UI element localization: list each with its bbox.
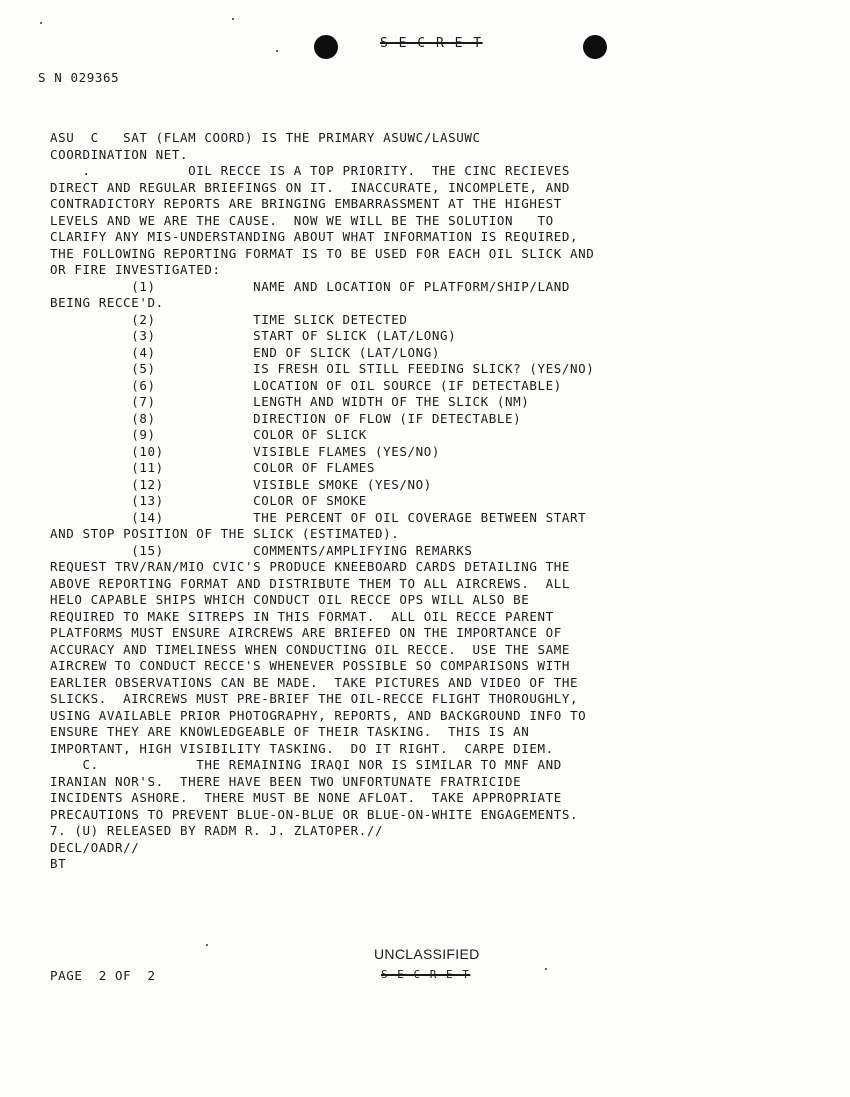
body-line: (1) NAME AND LOCATION OF PLATFORM/SHIP/LAND xyxy=(50,278,571,294)
speck xyxy=(232,18,234,20)
body-line: (10) VISIBLE FLAMES (YES/NO) xyxy=(50,443,441,459)
body-line: (4) END OF SLICK (LAT/LONG) xyxy=(50,344,441,360)
body-line: (15) COMMENTS/AMPLIFYING REMARKS xyxy=(50,542,473,558)
body-line: IMPORTANT, HIGH VISIBILITY TASKING. DO IT RIGHT. CARPE DIEM. xyxy=(50,740,554,756)
body-line: BEING RECCE'D. xyxy=(50,295,164,310)
serial-number: S N 029365 xyxy=(38,70,120,85)
speck xyxy=(545,968,547,970)
body-line: PLATFORMS MUST ENSURE AIRCREWS ARE BRIEFED ON THE IMPORTANCE OF xyxy=(50,625,562,640)
body-line: COORDINATION NET. xyxy=(50,146,189,162)
body-line: INCIDENTS ASHORE. THERE MUST BE NONE AFLOAT. TAKE APPROPRIATE xyxy=(50,790,562,805)
speck xyxy=(40,22,42,24)
body-line: (2) TIME SLICK DETECTED xyxy=(50,311,408,327)
body-line: ASU C SAT (FLAM COORD) IS THE PRIMARY ASUWC/LASUWC xyxy=(50,130,481,145)
body-line: DIRECT AND REGULAR BRIEFINGS ON IT. INACCURATE, INCOMPLETE, AND xyxy=(50,179,571,195)
speck xyxy=(206,944,208,946)
body-line: REQUIRED TO MAKE SITREPS IN THIS FORMAT. ALL OIL RECCE PARENT xyxy=(50,608,554,624)
speck xyxy=(276,50,278,52)
body-line: CONTRADICTORY REPORTS ARE BRINGING EMBARRASSMENT AT THE HIGHEST xyxy=(50,196,562,211)
body-line: (11) COLOR OF FLAMES xyxy=(50,460,376,475)
body-line: . OIL RECCE IS A TOP PRIORITY. THE CINC RECIEVES xyxy=(50,163,571,178)
body-line: LEVELS AND WE ARE THE CAUSE. NOW WE WILL BE THE SOLUTION TO xyxy=(50,212,554,228)
body-line: CLARIFY ANY MIS-UNDERSTANDING ABOUT WHAT INFORMATION IS REQUIRED, xyxy=(50,229,579,244)
body-line: ACCURACY AND TIMELINESS WHEN CONDUCTING OIL RECCE. USE THE SAME xyxy=(50,641,571,657)
punch-hole-left xyxy=(314,35,338,59)
body-line: AND STOP POSITION OF THE SLICK (ESTIMATED). xyxy=(50,526,400,541)
body-line: (3) START OF SLICK (LAT/LONG) xyxy=(50,328,457,343)
message-body xyxy=(50,100,594,873)
body-line: (12) VISIBLE SMOKE (YES/NO) xyxy=(50,476,432,492)
body-line: C. THE REMAINING IRAQI NOR IS SIMILAR TO MNF AND xyxy=(50,757,562,772)
body-line: HELO CAPABLE SHIPS WHICH CONDUCT OIL RECCE OPS WILL ALSO BE xyxy=(50,592,530,607)
punch-hole-right xyxy=(583,35,607,59)
body-line: AIRCREW TO CONDUCT RECCE'S WHENEVER POSSIBLE SO COMPARISONS WITH xyxy=(50,658,571,673)
page-number: PAGE 2 OF 2 xyxy=(50,968,156,983)
body-line: EARLIER OBSERVATIONS CAN BE MADE. TAKE PICTURES AND VIDEO OF THE xyxy=(50,674,579,690)
unclassified-marking: UNCLASSIFIED xyxy=(374,946,480,962)
body-line: OR FIRE INVESTIGATED: xyxy=(50,262,221,277)
body-line: USING AVAILABLE PRIOR PHOTOGRAPHY, REPORTS, AND BACKGROUND INFO TO xyxy=(50,707,587,723)
body-line: (8) DIRECTION OF FLOW (IF DETECTABLE) xyxy=(50,410,522,426)
body-line: 7. (U) RELEASED BY RADM R. J. ZLATOPER.// xyxy=(50,823,384,838)
body-line: (6) LOCATION OF OIL SOURCE (IF DETECTABLE) xyxy=(50,377,562,393)
body-line: THE FOLLOWING REPORTING FORMAT IS TO BE USED FOR EACH OIL SLICK AND xyxy=(50,245,595,261)
classification-top: S E C R E T xyxy=(380,36,483,51)
classification-bottom: S E C R E T xyxy=(381,968,471,981)
body-line: IRANIAN NOR'S. THERE HAVE BEEN TWO UNFORTUNATE FRATRICIDE xyxy=(50,773,522,789)
body-line: (9) COLOR OF SLICK xyxy=(50,427,367,442)
body-line: REQUEST TRV/RAN/MIO CVIC'S PRODUCE KNEEBOARD CARDS DETAILING THE xyxy=(50,559,571,574)
body-line: PRECAUTIONS TO PREVENT BLUE-ON-BLUE OR BLUE-ON-WHITE ENGAGEMENTS. xyxy=(50,806,579,822)
body-line: SLICKS. AIRCREWS MUST PRE-BRIEF THE OIL-RECCE FLIGHT THOROUGHLY, xyxy=(50,691,579,706)
body-line: ABOVE REPORTING FORMAT AND DISTRIBUTE THEM TO ALL AIRCREWS. ALL xyxy=(50,575,571,591)
body-line: (14) THE PERCENT OF OIL COVERAGE BETWEEN START xyxy=(50,509,587,525)
body-line: ENSURE THEY ARE KNOWLEDGEABLE OF THEIR TASKING. THIS IS AN xyxy=(50,724,530,739)
body-line: (5) IS FRESH OIL STILL FEEDING SLICK? (YES/NO) xyxy=(50,361,595,376)
body-line: (7) LENGTH AND WIDTH OF THE SLICK (NM) xyxy=(50,394,530,409)
body-line: (13) COLOR OF SMOKE xyxy=(50,493,367,508)
body-line: BT xyxy=(50,856,67,871)
body-line: DECL/OADR// xyxy=(50,839,140,855)
